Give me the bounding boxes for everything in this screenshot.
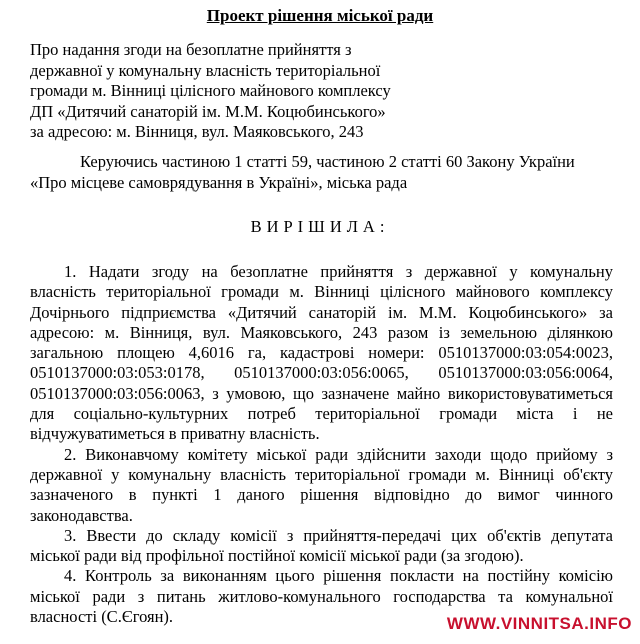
item-line: 1. Надати згоду на безоплатне прийняття з державної у комунальну <box>64 262 613 281</box>
decision-subject <box>30 40 391 143</box>
item-line: Дочірнього підприємства «Дитячий санаторій ім. М.М. Коцюбинського» за <box>30 302 613 322</box>
decision-item-1 <box>30 262 613 445</box>
decision-item-3 <box>30 526 613 567</box>
item-line: власності (С.Єгоян). <box>30 607 174 627</box>
item-line: 3. Ввести до складу комісії з прийняття-передачі цих об'єктів депутата <box>64 525 613 545</box>
item-line: 4. Контроль за виконанням цього рішення покласти на постійну комісію <box>64 566 613 586</box>
item-line: для соціально-культурних потреб територіальної громади міста і не <box>30 404 613 424</box>
subject-line: ДП «Дитячий санаторій ім. М.М. Коцюбинського» <box>30 101 386 121</box>
item-line: міської ради з питань житлово-комунального господарства та комунальної <box>30 586 613 606</box>
subject-line: за адресою: м. Вінниця, вул. Маяковського, 243 <box>30 122 364 141</box>
item-line: зазначеного в пункті 1 даного рішення відповідно до вимог чинного <box>30 485 613 505</box>
item-line: законодавства. <box>30 505 133 525</box>
preamble-line: «Про місцеве самоврядування в Україні», міська рада <box>30 172 408 192</box>
item-line: відчужуватиметься в приватну власність. <box>30 424 320 444</box>
subject-line: громади м. Вінниці цілісного майнового комплексу <box>30 81 391 100</box>
item-line: державної у комунальну власність територіальної громади м. Вінниці об'єкту <box>30 464 613 484</box>
subject-line: державної у комунальну власність територіальної <box>30 60 381 80</box>
subject-line: Про надання згоди на безоплатне прийняття з <box>30 40 352 59</box>
item-line: 2. Виконавчому комітету міської ради здійснити заходи щодо прийому з <box>64 444 613 464</box>
site-watermark: WWW.VINNITSA.INFO <box>446 614 632 633</box>
item-line: адресою: м. Вінниця, вул. Маяковського, 243 разом із земельною ділянкою <box>30 322 613 342</box>
item-line: власність територіальної громади м. Вінниці цілісного майнового комплексу <box>30 282 613 302</box>
item-line: 0510137000:03:056:0063, з умовою, що зазначене майно використовуватиметься <box>30 383 613 403</box>
decision-item-2 <box>30 445 613 526</box>
decided-heading: ВИРІШИЛА: <box>250 217 390 236</box>
item-line: 0510137000:03:053:0178, 0510137000:03:056:0065, 0510137000:03:056:0064, <box>30 363 613 383</box>
item-line: міської ради від профільної постійної комісії міської ради (за згодою). <box>30 546 524 566</box>
page-title <box>0 6 640 26</box>
item-line: загальною площею 4,6016 га, кадастрові номери: 0510137000:03:054:0023, <box>30 343 613 363</box>
title-text: Проект рішення міської ради <box>206 6 434 25</box>
decision-items <box>30 262 613 627</box>
preamble <box>30 152 613 193</box>
preamble-line: Керуючись частиною 1 статті 59, частиною 2 статті 60 Закону України <box>80 152 575 171</box>
